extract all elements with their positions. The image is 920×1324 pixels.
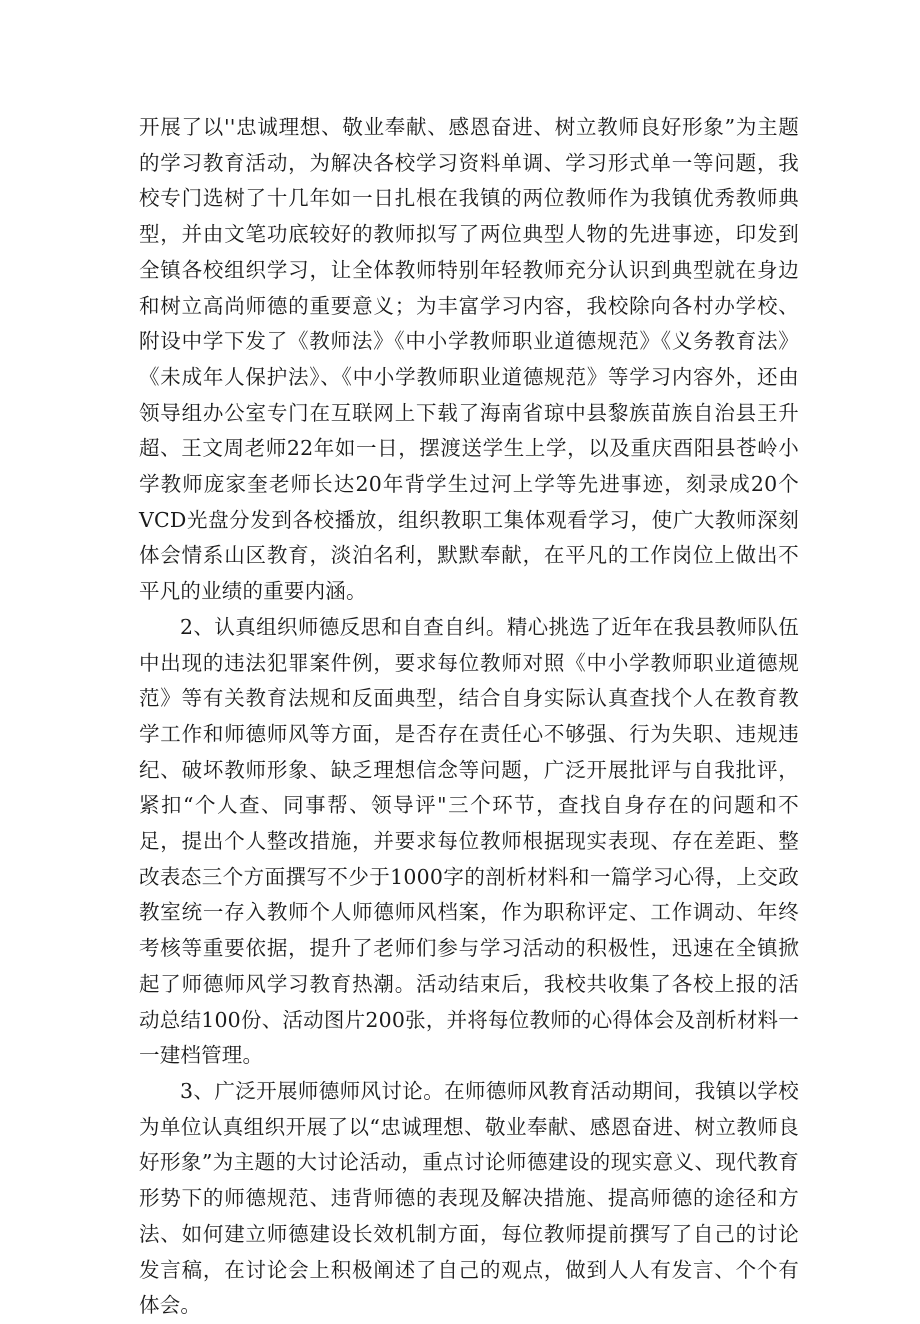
document-body [139,110,799,1324]
paragraph-2: 2、认真组织师德反思和自查自纠。精心挑选了近年在我县教师队伍中出现的违法犯罪案件例，要求每位教师对照《中小学教师职业道德规范》等有关教育法规和反面典型，结合自身实际认真查找个人在教育教学工作和师德师风等方面，是否存在责任心不够强、行为失职、违规违纪、破坏教师形象、缺乏理想信念等问题，广泛开展批评与自我批评，紧扣“个人查、同事帮、领导评"三个环节，查找自身存在的问题和不足，提出个人整改措施，并要求每位教师根据现实表现、存在差距、整改表态三个方面撰写不少于1000字的剖析材料和一篇学习心得，上交政教室统一存入教师个人师德师风档案，作为职称评定、工作调动、年终考核等重要依据，提升了老师们参与学习活动的积极性，迅速在全镇掀起了师德师风学习教育热潮。活动结束后，我校共收集了各校上报的活动总结100份、活动图片200张，并将每位教师的心得体会及剖析材料一一建档管理。 [139,614,799,1068]
paragraph-3: 3、广泛开展师德师风讨论。在师德师风教育活动期间，我镇以学校为单位认真组织开展了以“忠诚理想、敬业奉献、感恩奋进、树立教师良好形象”为主题的大讨论活动，重点讨论师德建设的现实意义、现代教育形势下的师德规范、违背师德的表现及解决措施、提高师德的途径和方法、如何建立师德建设长效机制方面，每位教师提前撰写了自己的讨论发言稿，在讨论会上积极阐述了自己的观点，做到人人有发言、个个有体会。 [139,1078,799,1318]
paragraph-1: 开展了以''忠诚理想、敬业奉献、感恩奋进、树立教师良好形象”为主题的学习教育活动，为解决各校学习资料单调、学习形式单一等问题，我校专门选树了十几年如一日扎根在我镇的两位教师作为我镇优秀教师典型，并由文笔功底较好的教师拟写了两位典型人物的先进事迹，印发到全镇各校组织学习，让全体教师特别年轻教师充分认识到典型就在身边和树立高尚师德的重要意义；为丰富学习内容，我校除向各村办学校、附设中学下发了《教师法》《中小学教师职业道德规范》《义务教育法》《未成年人保护法》、《中小学教师职业道德规范》等学习内容外，还由领导组办公室专门在互联网上下载了海南省琼中县黎族苗族自治县王升超、王文周老师22年如一日，摆渡送学生上学，以及重庆酉阳县苍岭小学教师庞家奎老师长达20年背学生过河上学等先进事迹，刻录成20个VCD光盘分发到各校播放，组织教职工集体观看学习，使广大教师深刻体会情系山区教育，淡泊名利，默默奉献，在平凡的工作岗位上做出不平凡的业绩的重要内涵。 [139,115,799,604]
